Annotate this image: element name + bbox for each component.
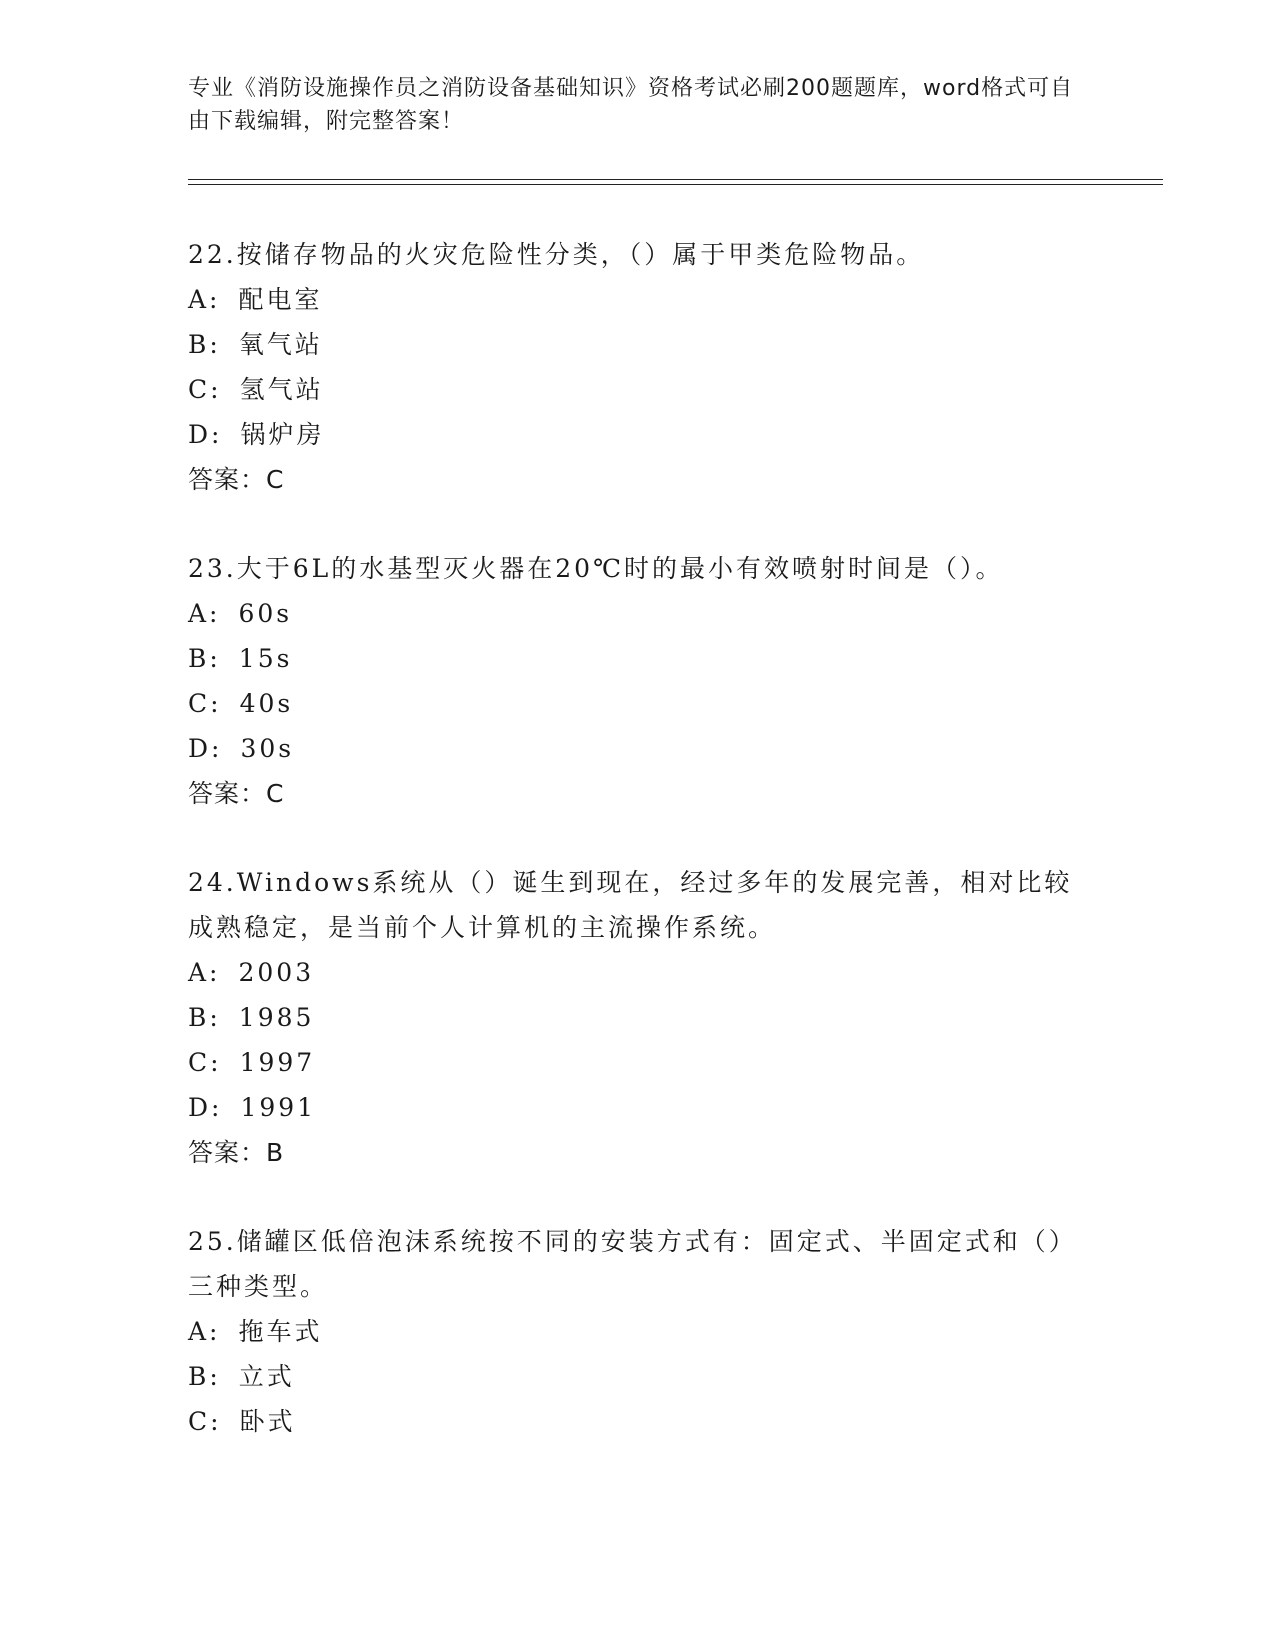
- option-letter: A:: [188, 285, 221, 314]
- option-text: 60s: [238, 599, 293, 628]
- question-25: [188, 1219, 1088, 1444]
- question-stem: 24.Windows系统从（）诞生到现在，经过多年的发展完善，相对比较成熟稳定，是当前个人计算机的主流操作系统。: [188, 868, 1073, 942]
- question-stem: 23.大于6L的水基型灭火器在20℃时的最小有效喷射时间是（）。: [188, 554, 1004, 583]
- option-letter: C:: [188, 375, 222, 404]
- option-text: 锅炉房: [240, 420, 325, 449]
- option-b: [188, 636, 1088, 681]
- option-c: [188, 1040, 1088, 1085]
- question-stem: 22.按储存物品的火灾危险性分类，（）属于甲类危险物品。: [188, 240, 925, 269]
- option-letter: B:: [188, 644, 221, 673]
- option-text: 卧式: [239, 1407, 296, 1436]
- option-a: [188, 1309, 1088, 1354]
- option-b: [188, 995, 1088, 1040]
- option-b: [188, 1354, 1088, 1399]
- option-text: 2003: [238, 958, 315, 987]
- option-text: 40s: [239, 689, 294, 718]
- question-23: [188, 546, 1088, 816]
- option-a: [188, 591, 1088, 636]
- header-divider-top: [188, 179, 1163, 180]
- option-text: 1997: [239, 1048, 316, 1077]
- option-letter: A:: [188, 1317, 221, 1346]
- option-letter: A:: [188, 599, 221, 628]
- header-text: 专业《消防设施操作员之消防设备基础知识》资格考试必刷200题题库，word格式可自由下载编辑，附完整答案！: [188, 76, 1074, 134]
- option-d: [188, 726, 1088, 771]
- option-letter: D:: [188, 734, 223, 763]
- option-b: [188, 322, 1088, 367]
- answer-line: 答案：B: [188, 1138, 285, 1167]
- option-text: 1985: [238, 1003, 315, 1032]
- option-a: [188, 950, 1088, 995]
- answer-line: 答案：C: [188, 779, 285, 808]
- option-text: 15s: [238, 644, 293, 673]
- answer-line: 答案：C: [188, 465, 285, 494]
- option-letter: C:: [188, 1048, 222, 1077]
- option-c: [188, 1399, 1088, 1444]
- question-22: [188, 232, 1088, 502]
- option-text: 氧气站: [238, 330, 323, 359]
- option-letter: C:: [188, 1407, 222, 1436]
- option-a: [188, 277, 1088, 322]
- option-text: 拖车式: [238, 1317, 323, 1346]
- header-divider-bottom: [188, 184, 1163, 185]
- option-letter: D:: [188, 1093, 223, 1122]
- option-letter: B:: [188, 1362, 221, 1391]
- option-letter: D:: [188, 420, 223, 449]
- option-letter: B:: [188, 1003, 221, 1032]
- option-c: [188, 367, 1088, 412]
- option-text: 配电室: [238, 285, 323, 314]
- option-letter: C:: [188, 689, 222, 718]
- document-header: [188, 72, 1078, 138]
- question-24: [188, 860, 1088, 1175]
- option-d: [188, 1085, 1088, 1130]
- option-letter: B:: [188, 330, 221, 359]
- option-text: 氢气站: [239, 375, 324, 404]
- option-d: [188, 412, 1088, 457]
- option-text: 立式: [238, 1362, 295, 1391]
- option-letter: A:: [188, 958, 221, 987]
- option-c: [188, 681, 1088, 726]
- option-text: 30s: [240, 734, 295, 763]
- question-stem: 25.储罐区低倍泡沫系统按不同的安装方式有：固定式、半固定式和（）三种类型。: [188, 1227, 1065, 1301]
- question-list: [188, 232, 1088, 1488]
- option-text: 1991: [240, 1093, 317, 1122]
